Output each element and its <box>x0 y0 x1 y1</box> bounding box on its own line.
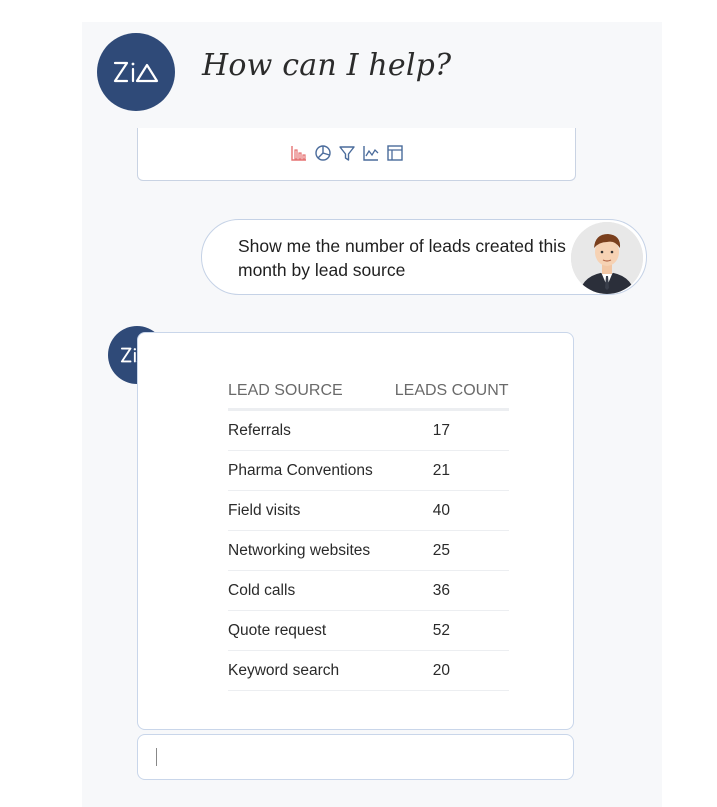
leads-count-cell: 36 <box>373 571 509 611</box>
lead-source-cell: Quote request <box>228 611 373 651</box>
leads-count-cell: 52 <box>373 611 509 651</box>
lead-source-cell: Field visits <box>228 491 373 531</box>
line-chart-icon[interactable] <box>362 144 380 162</box>
text-caret <box>156 748 157 766</box>
lead-source-cell: Referrals <box>228 410 373 451</box>
table-row <box>228 410 509 451</box>
column-header-lead-source: LEAD SOURCE <box>228 374 373 410</box>
leads-count-cell: 21 <box>373 451 509 491</box>
chart-type-card <box>137 128 576 181</box>
funnel-icon[interactable] <box>338 144 356 162</box>
message-input[interactable] <box>137 734 574 780</box>
leads-count-cell: 17 <box>373 410 509 451</box>
table-row <box>228 451 509 491</box>
page-title: How can I help? <box>202 48 452 83</box>
table-row <box>228 491 509 531</box>
lead-source-cell: Keyword search <box>228 651 373 691</box>
leads-count-cell: 40 <box>373 491 509 531</box>
lead-source-cell: Networking websites <box>228 531 373 571</box>
table-row <box>228 571 509 611</box>
table-icon[interactable] <box>386 144 404 162</box>
user-message-text: Show me the number of leads created this month by lead source <box>238 236 566 280</box>
leads-count-cell: 25 <box>373 531 509 571</box>
table-row <box>228 531 509 571</box>
lead-source-cell: Cold calls <box>228 571 373 611</box>
zia-logo-icon <box>97 33 175 111</box>
table-header-row <box>228 374 509 410</box>
lead-source-cell: Pharma Conventions <box>228 451 373 491</box>
table-row <box>228 611 509 651</box>
leads-table <box>228 374 509 691</box>
user-avatar <box>571 222 643 294</box>
table-row <box>228 651 509 691</box>
bar-chart-icon[interactable] <box>290 144 308 162</box>
column-header-leads-count: LEADS COUNT <box>373 374 509 410</box>
pie-chart-icon[interactable] <box>314 144 332 162</box>
chart-type-toolbar <box>290 144 404 162</box>
leads-count-cell: 20 <box>373 651 509 691</box>
